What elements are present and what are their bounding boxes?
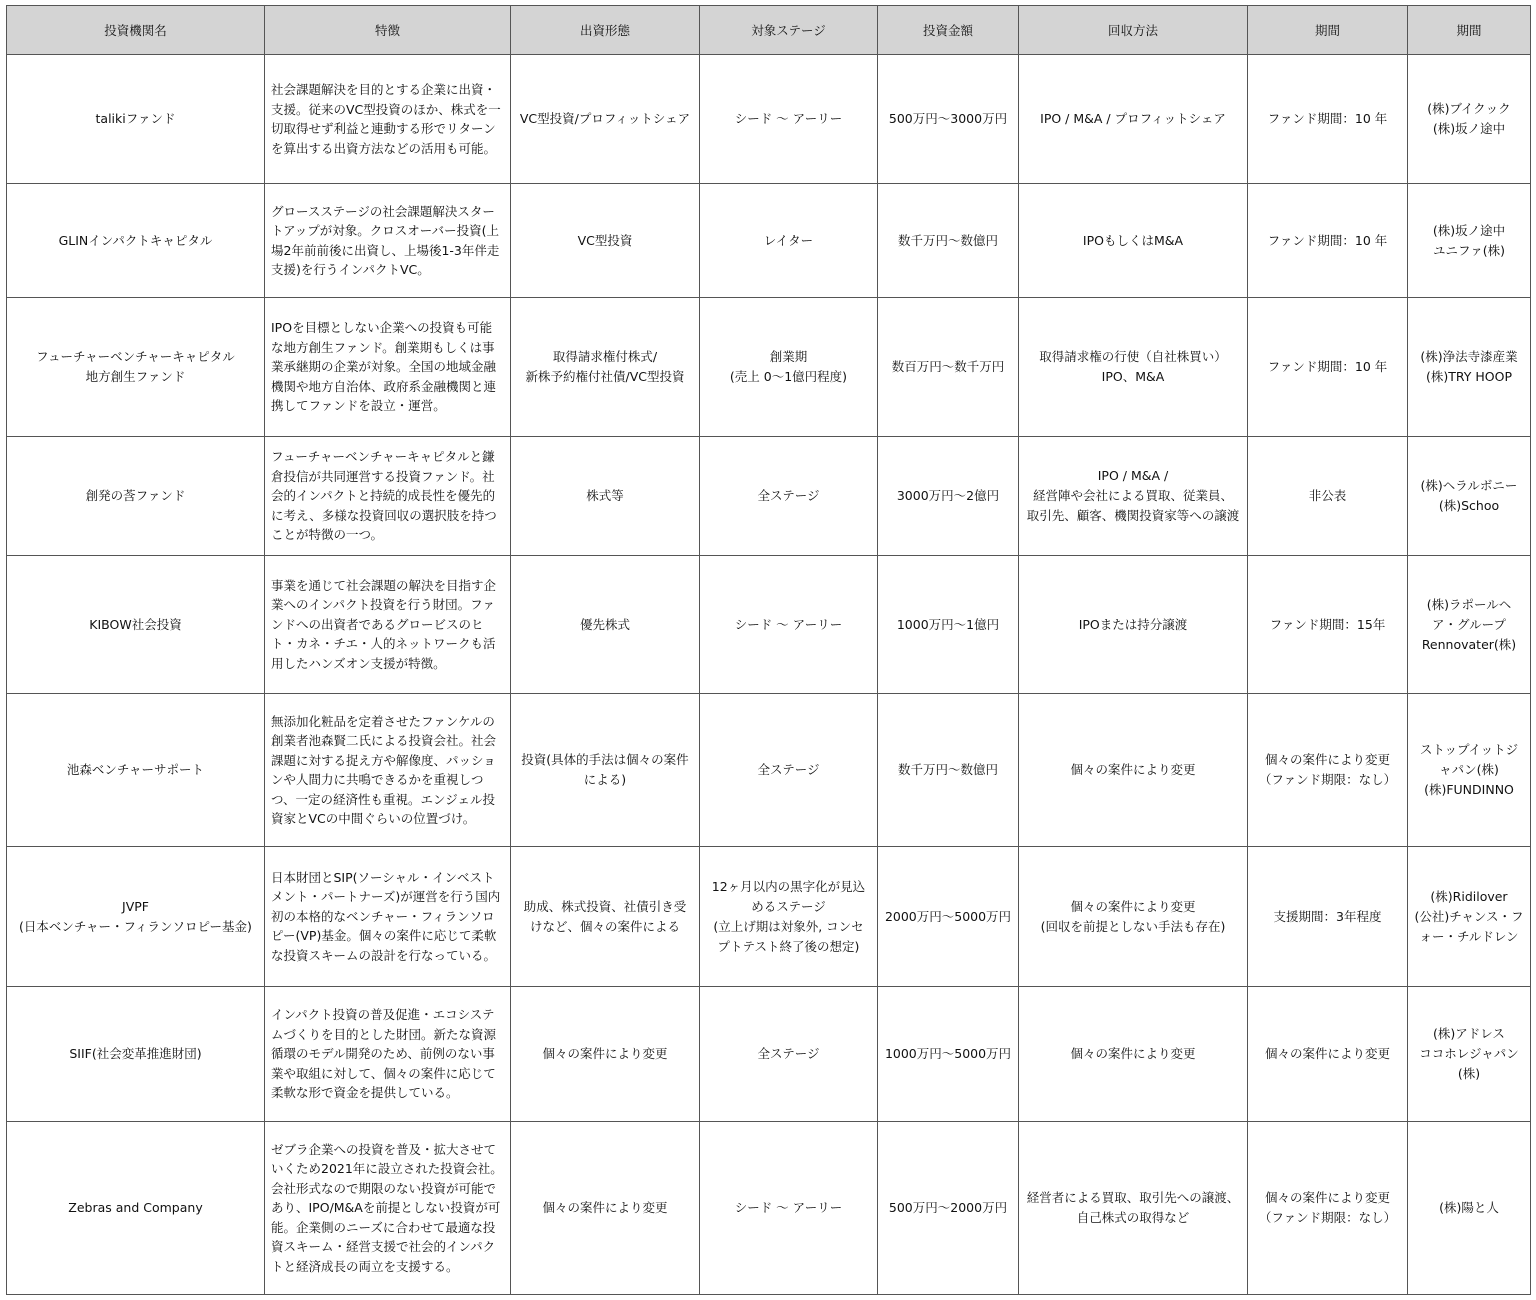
portfolio-cases-cell: (株)浄法寺漆産業 (株)TRY HOOP: [1408, 298, 1531, 437]
investment-amount-cell: 3000万円〜2億円: [878, 437, 1019, 556]
table-row: [7, 1122, 1531, 1295]
portfolio-cases-cell: (株)ブイクック (株)坂ノ途中: [1408, 55, 1531, 184]
header-investment-amount: 投資金額: [878, 6, 1019, 55]
target-stage-cell: 全ステージ: [700, 437, 878, 556]
exit-method-cell: 経営者による買取、取引先への譲渡、 自己株式の取得など: [1019, 1122, 1248, 1295]
table-row: [7, 987, 1531, 1122]
investment-form-cell: VC型投資/プロフィットシェア: [511, 55, 700, 184]
portfolio-cases-cell: (株)陽と人: [1408, 1122, 1531, 1295]
investment-amount-cell: 2000万円〜5000万円: [878, 847, 1019, 987]
period-cell: 個々の案件により変更 （ファンド期限：なし）: [1248, 1122, 1408, 1295]
table-row: [7, 298, 1531, 437]
investor-name-cell: Zebras and Company: [7, 1122, 265, 1295]
investor-name-cell: SIIF(社会変革推進財団): [7, 987, 265, 1122]
period-cell: 個々の案件により変更 （ファンド期限：なし）: [1248, 694, 1408, 847]
investor-name-cell: GLINインパクトキャピタル: [7, 184, 265, 298]
portfolio-cases-cell: ストップイットジ ャパン(株) (株)FUNDINNO: [1408, 694, 1531, 847]
exit-method-cell: IPO / M&A / 経営陣や会社による買取、従業員、 取引先、顧客、機関投資家等への譲渡: [1019, 437, 1248, 556]
investment-form-cell: 投資(具体的手法は個々の案件 による): [511, 694, 700, 847]
feature-cell: インパクト投資の普及促進・エコシステムづくりを目的とした財団。新たな資源循環のモデル開発のため、前例のない事業や取組に対して、個々の案件に応じて柔軟な形で資金を提供している。: [265, 987, 511, 1122]
target-stage-cell: シード 〜 アーリー: [700, 55, 878, 184]
exit-method-cell: IPOもしくはM&A: [1019, 184, 1248, 298]
investment-amount-cell: 1000万円〜1億円: [878, 556, 1019, 694]
feature-cell: グロースステージの社会課題解決スタートアップが対象。クロスオーバー投資(上場2年前前後に出資し、上場後1-3年伴走支援)を行うインパクトVC。: [265, 184, 511, 298]
table-row: [7, 847, 1531, 987]
target-stage-cell: レイター: [700, 184, 878, 298]
portfolio-cases-cell: (株)Ridilover (公社)チャンス・フ ォー・チルドレン: [1408, 847, 1531, 987]
period-cell: ファンド期間：10 年: [1248, 55, 1408, 184]
portfolio-cases-cell: (株)ヘラルボニー (株)Schoo: [1408, 437, 1531, 556]
feature-cell: ゼブラ企業への投資を普及・拡大させていくため2021年に設立された投資会社。会社形式なので期限のない投資が可能であり、IPO/M&Aを前提としない投資が可能。企業側のニーズに合わせて最適な投資スキーム・経営支援で社会的インパクトと経済成長の両立を支援する。: [265, 1122, 511, 1295]
investment-form-cell: 取得請求権付株式/ 新株予約権付社債/VC型投資: [511, 298, 700, 437]
feature-cell: 無添加化粧品を定着させたファンケルの創業者池森賢二氏による投資会社。社会課題に対する捉え方や解像度、パッションや人間力に共鳴できるかを重視しつつ、一定の経済性も重視。エンジェル投資家とVCの中間ぐらいの位置づけ。: [265, 694, 511, 847]
exit-method-cell: IPO / M&A / プロフィットシェア: [1019, 55, 1248, 184]
investment-amount-cell: 数千万円〜数億円: [878, 184, 1019, 298]
exit-method-cell: IPOまたは持分譲渡: [1019, 556, 1248, 694]
table-row: [7, 55, 1531, 184]
investment-amount-cell: 500万円〜3000万円: [878, 55, 1019, 184]
investment-amount-cell: 1000万円〜5000万円: [878, 987, 1019, 1122]
investor-name-cell: JVPF (日本ベンチャー・フィランソロピー基金): [7, 847, 265, 987]
investment-amount-cell: 数千万円〜数億円: [878, 694, 1019, 847]
investment-form-cell: 優先株式: [511, 556, 700, 694]
investor-name-cell: 池森ベンチャーサポート: [7, 694, 265, 847]
table-row: [7, 694, 1531, 847]
feature-cell: 社会課題解決を目的とする企業に出資・支援。従来のVC型投資のほか、株式を一切取得せず利益と連動する形でリターンを算出する出資方法などの活用も可能。: [265, 55, 511, 184]
exit-method-cell: 個々の案件により変更: [1019, 694, 1248, 847]
header-exit-method: 回収方法: [1019, 6, 1248, 55]
header-investment-form: 出資形態: [511, 6, 700, 55]
investor-name-cell: 創発の莟ファンド: [7, 437, 265, 556]
period-cell: ファンド期間：15年: [1248, 556, 1408, 694]
investment-form-cell: 個々の案件により変更: [511, 1122, 700, 1295]
investor-comparison-table: [6, 5, 1531, 1295]
exit-method-cell: 取得請求権の行使（自社株買い） IPO、M&A: [1019, 298, 1248, 437]
header-investor-name: 投資機関名: [7, 6, 265, 55]
period-cell: 支援期間：3年程度: [1248, 847, 1408, 987]
period-cell: ファンド期間：10 年: [1248, 298, 1408, 437]
investment-amount-cell: 数百万円〜数千万円: [878, 298, 1019, 437]
feature-cell: フューチャーベンチャーキャピタルと鎌倉投信が共同運営する投資ファンド。社会的インパクトと持続的成長性を優先的に考え、多様な投資回収の選択肢を持つことが特徴の一つ。: [265, 437, 511, 556]
table-row: [7, 556, 1531, 694]
investment-form-cell: 個々の案件により変更: [511, 987, 700, 1122]
investor-name-cell: talikiファンド: [7, 55, 265, 184]
table-row: [7, 184, 1531, 298]
table-row: [7, 437, 1531, 556]
investment-amount-cell: 500万円〜2000万円: [878, 1122, 1019, 1295]
exit-method-cell: 個々の案件により変更 (回収を前提としない手法も存在): [1019, 847, 1248, 987]
header-target-stage: 対象ステージ: [700, 6, 878, 55]
period-cell: 個々の案件により変更: [1248, 987, 1408, 1122]
feature-cell: IPOを目標としない企業への投資も可能な地方創生ファンド。創業期もしくは事業承継期の企業が対象。全国の地域金融機関や地方自治体、政府系金融機関と連携してファンドを設立・運営。: [265, 298, 511, 437]
investor-name-cell: KIBOW社会投資: [7, 556, 265, 694]
target-stage-cell: シード 〜 アーリー: [700, 1122, 878, 1295]
target-stage-cell: 12ヶ月以内の黒字化が見込 めるステージ (立上げ期は対象外, コンセ プトテスト終了後の想定): [700, 847, 878, 987]
portfolio-cases-cell: (株)坂ノ途中 ユニファ(株): [1408, 184, 1531, 298]
exit-method-cell: 個々の案件により変更: [1019, 987, 1248, 1122]
target-stage-cell: シード 〜 アーリー: [700, 556, 878, 694]
target-stage-cell: 全ステージ: [700, 987, 878, 1122]
table-header-row: [7, 6, 1531, 55]
investment-form-cell: 株式等: [511, 437, 700, 556]
target-stage-cell: 全ステージ: [700, 694, 878, 847]
target-stage-cell: 創業期 (売上 0〜1億円程度): [700, 298, 878, 437]
header-feature: 特徴: [265, 6, 511, 55]
header-period: 期間: [1248, 6, 1408, 55]
portfolio-cases-cell: (株)アドレス ココホレジャパン (株): [1408, 987, 1531, 1122]
period-cell: 非公表: [1248, 437, 1408, 556]
header-period-cases: 期間: [1408, 6, 1531, 55]
investment-form-cell: 助成、株式投資、社債引き受 けなど、個々の案件による: [511, 847, 700, 987]
feature-cell: 事業を通じて社会課題の解決を目指す企業へのインパクト投資を行う財団。ファンドへの出資者であるグロービスのヒト・カネ・チエ・人的ネットワークも活用したハンズオン支援が特徴。: [265, 556, 511, 694]
investor-name-cell: フューチャーベンチャーキャピタル 地方創生ファンド: [7, 298, 265, 437]
period-cell: ファンド期間：10 年: [1248, 184, 1408, 298]
portfolio-cases-cell: (株)ラポールヘ ア・グループ Rennovater(株): [1408, 556, 1531, 694]
feature-cell: 日本財団とSIP(ソーシャル・インベストメント・パートナーズ)が運営を行う国内初の本格的なベンチャー・フィランソロピー(VP)基金。個々の案件に応じて柔軟な投資スキームの設計を行なっている。: [265, 847, 511, 987]
investment-form-cell: VC型投資: [511, 184, 700, 298]
